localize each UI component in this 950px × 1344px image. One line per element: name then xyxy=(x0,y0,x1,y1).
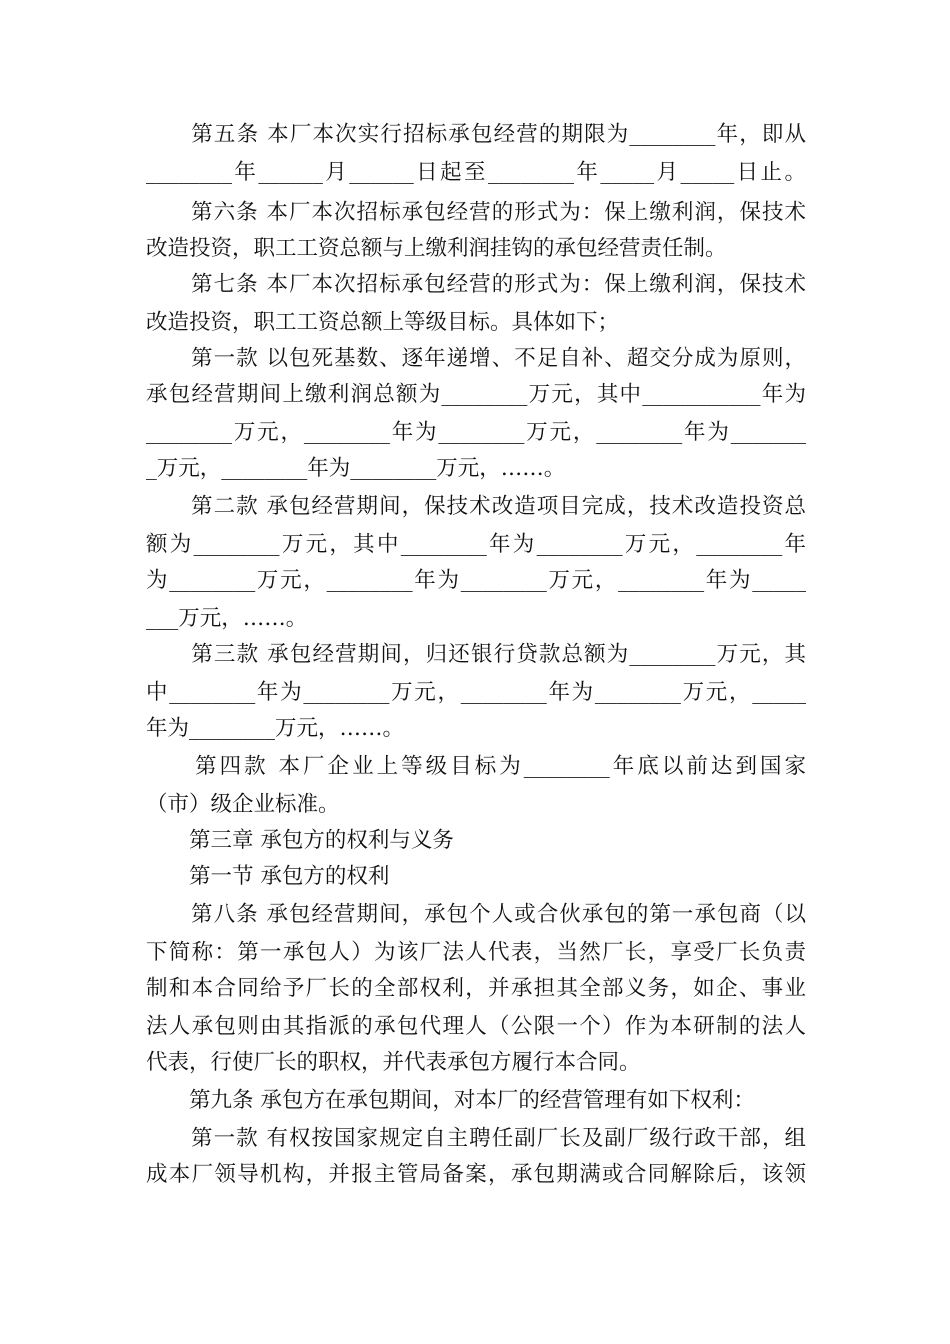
text-line: 第二款 承包经营期间，保技术改造项目完成，技术改造投资总 xyxy=(146,494,806,519)
text-line: 第六条 本厂本次招标承包经营的形式为：保上缴利润，保技术 xyxy=(146,200,806,225)
text-line: 第一款 有权按国家规定自主聘任副厂长及副厂级行政干部，组 xyxy=(146,1126,806,1151)
text-line: 下简称：第一承包人）为该厂法人代表，当然厂长，享受厂长负责 xyxy=(146,940,806,965)
text-line: 第三款 承包经营期间，归还银行贷款总额为________万元，其 xyxy=(146,642,806,667)
section-heading: 第一节 承包方的权利 xyxy=(146,864,390,889)
text-line: 法人承包则由其指派的承包代理人（公限一个）作为本研制的法人 xyxy=(146,1014,806,1039)
text-line: 第一款 以包死基数、逐年递增、不足自补、超交分成为原则， xyxy=(146,346,806,371)
text-line: 第四款 本厂企业上等级目标为________年底以前达到国家 xyxy=(146,754,806,779)
text-line: （市）级企业标准。 xyxy=(146,792,340,817)
text-line: 制和本合同给予厂长的全部权利，并承担其全部义务，如企、事业 xyxy=(146,976,806,1001)
text-line: 第七条 本厂本次招标承包经营的形式为：保上缴利润，保技术 xyxy=(146,272,806,297)
text-line: 成本厂领导机构，并报主管局备案，承包期满或合同解除后，该领 xyxy=(146,1162,806,1187)
text-line: ___万元，……。 xyxy=(146,606,308,631)
text-line: 代表，行使厂长的职权，并代表承包方履行本合同。 xyxy=(146,1050,641,1075)
text-line: 中________年为________万元，________年为________万元，_____ xyxy=(146,680,806,705)
text-line: ________万元，________年为________万元，________年为_______ xyxy=(146,420,806,445)
text-line: 改造投资，职工工资总额上等级目标。具体如下； xyxy=(146,310,620,335)
text-line: _万元，________年为________万元，……。 xyxy=(146,456,566,481)
text-line: 第八条 承包经营期间，承包个人或合伙承包的第一承包商（以 xyxy=(146,902,806,927)
text-line: 额为________万元，其中________年为________万元，________年 xyxy=(146,532,806,557)
text-line: 第九条 承包方在承包期间，对本厂的经营管理有如下权利： xyxy=(146,1088,755,1113)
text-line: 改造投资，职工工资总额与上缴利润挂钩的承包经营责任制。 xyxy=(146,236,727,261)
chapter-heading: 第三章 承包方的权利与义务 xyxy=(146,828,454,853)
text-line: 为________万元，________年为________万元，________年为_____ xyxy=(146,568,806,593)
text-line: 第五条 本厂本次实行招标承包经营的期限为________年，即从 xyxy=(146,122,806,147)
text-line: 年为________万元，……。 xyxy=(146,716,405,741)
text-line: 承包经营期间上缴利润总额为________万元，其中___________年为 xyxy=(146,382,806,407)
text-line: ________年______月______日起至________年_____月_____日止。 xyxy=(146,160,806,185)
